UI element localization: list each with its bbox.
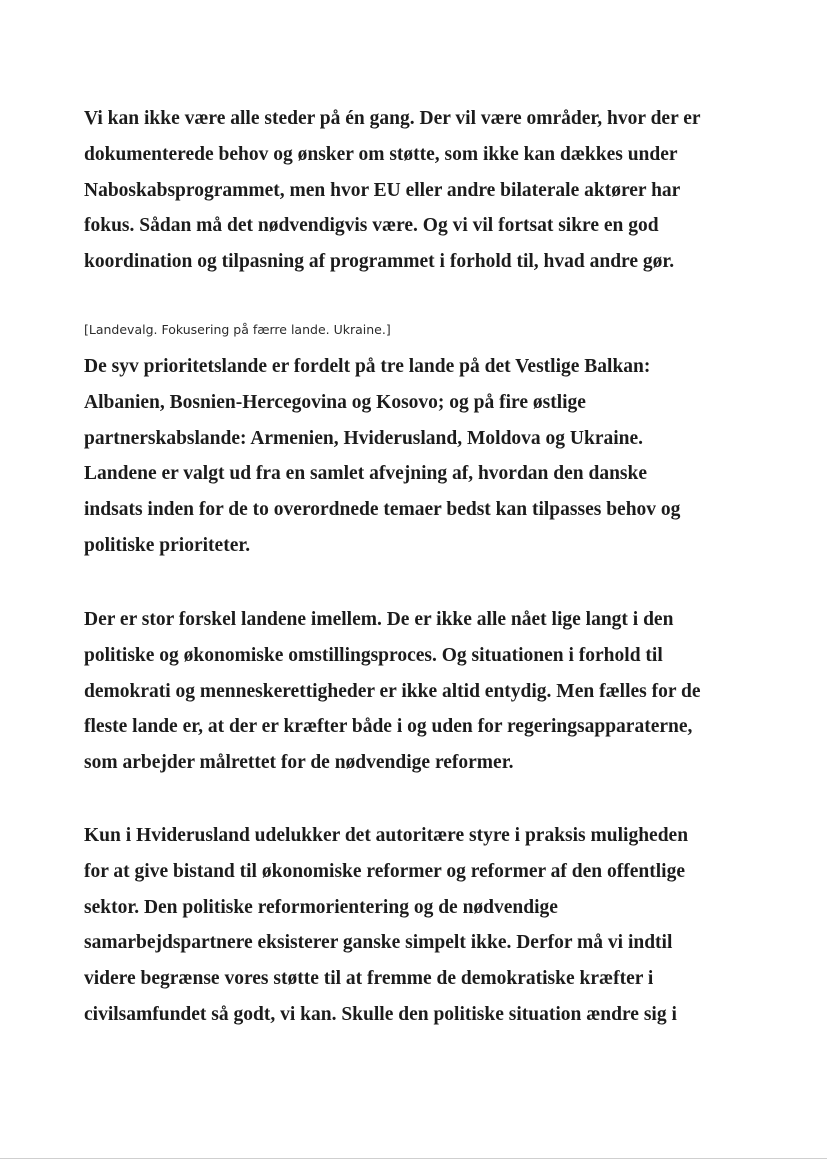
paragraph-line: civilsamfundet så godt, vi kan. Skulle den politiske situation ændre sig i [84, 1003, 677, 1025]
margin-annotation: [Landevalg. Fokusering på færre lande. Ukraine.] [84, 322, 391, 337]
paragraph-line: Der er stor forskel landene imellem. De er ikke alle nået lige langt i den [84, 609, 674, 630]
paragraph-line: Kun i Hviderusland udelukker det autoritære styre i praksis muligheden [84, 825, 689, 846]
paragraph-line: politiske prioriteter. [84, 534, 251, 556]
paragraph-line: Landene er valgt ud fra en samlet afvejning af, hvordan den danske [84, 463, 648, 485]
paragraph-line: sektor. Den politiske reformorientering og de nødvendige [84, 896, 558, 918]
paragraph-line: partnerskabslande: Armenien, Hviderusland, Moldova og Ukraine. [84, 427, 644, 449]
paragraph-line: Albanien, Bosnien-Hercegovina og Kosovo; og på fire østlige [84, 391, 586, 413]
paragraph-line: De syv prioritetslande er fordelt på tre lande på det Vestlige Balkan: [84, 356, 651, 377]
paragraph-line: koordination og tilpasning af programmet i forhold til, hvad andre gør. [84, 251, 675, 273]
paragraph-line: demokrati og menneskerettigheder er ikke altid entydig. Men fælles for de [84, 680, 701, 702]
paragraph-line: indsats inden for de to overordnede temaer bedst kan tilpasses behov og [84, 499, 681, 521]
paragraph-line: samarbejdspartnere eksisterer ganske simpelt ikke. Derfor må vi indtil [84, 932, 673, 954]
paragraph-line: som arbejder målrettet for de nødvendige reformer. [84, 752, 514, 774]
paragraph-line: politiske og økonomiske omstillingsproces. Og situationen i forhold til [84, 644, 663, 666]
paragraph-line: fokus. Sådan må det nødvendigvis være. Og vi vil fortsat sikre en god [84, 215, 659, 237]
paragraph-line: videre begrænse vores støtte til at fremme de demokratiske kræfter i [84, 968, 654, 990]
paragraph-country-differences [84, 602, 784, 781]
paragraph-line: Vi kan ikke være alle steder på én gang. Der vil være områder, hvor der er [84, 108, 701, 129]
paragraph-line: Naboskabsprogrammet, men hvor EU eller andre bilaterale aktører har [84, 179, 681, 201]
paragraph-belarus [84, 818, 784, 1033]
paragraph-line: dokumenterede behov og ønsker om støtte, som ikke kan dækkes under [84, 143, 678, 165]
scan-edge-line [0, 1158, 827, 1159]
paragraph-line: for at give bistand til økonomiske reformer og reformer af den offentlige [84, 860, 685, 882]
paragraph-priority-countries [84, 349, 784, 564]
paragraph-neighbourhood-programme [84, 101, 784, 280]
paragraph-line: fleste lande er, at der er kræfter både i og uden for regeringsapparaterne, [84, 716, 693, 738]
